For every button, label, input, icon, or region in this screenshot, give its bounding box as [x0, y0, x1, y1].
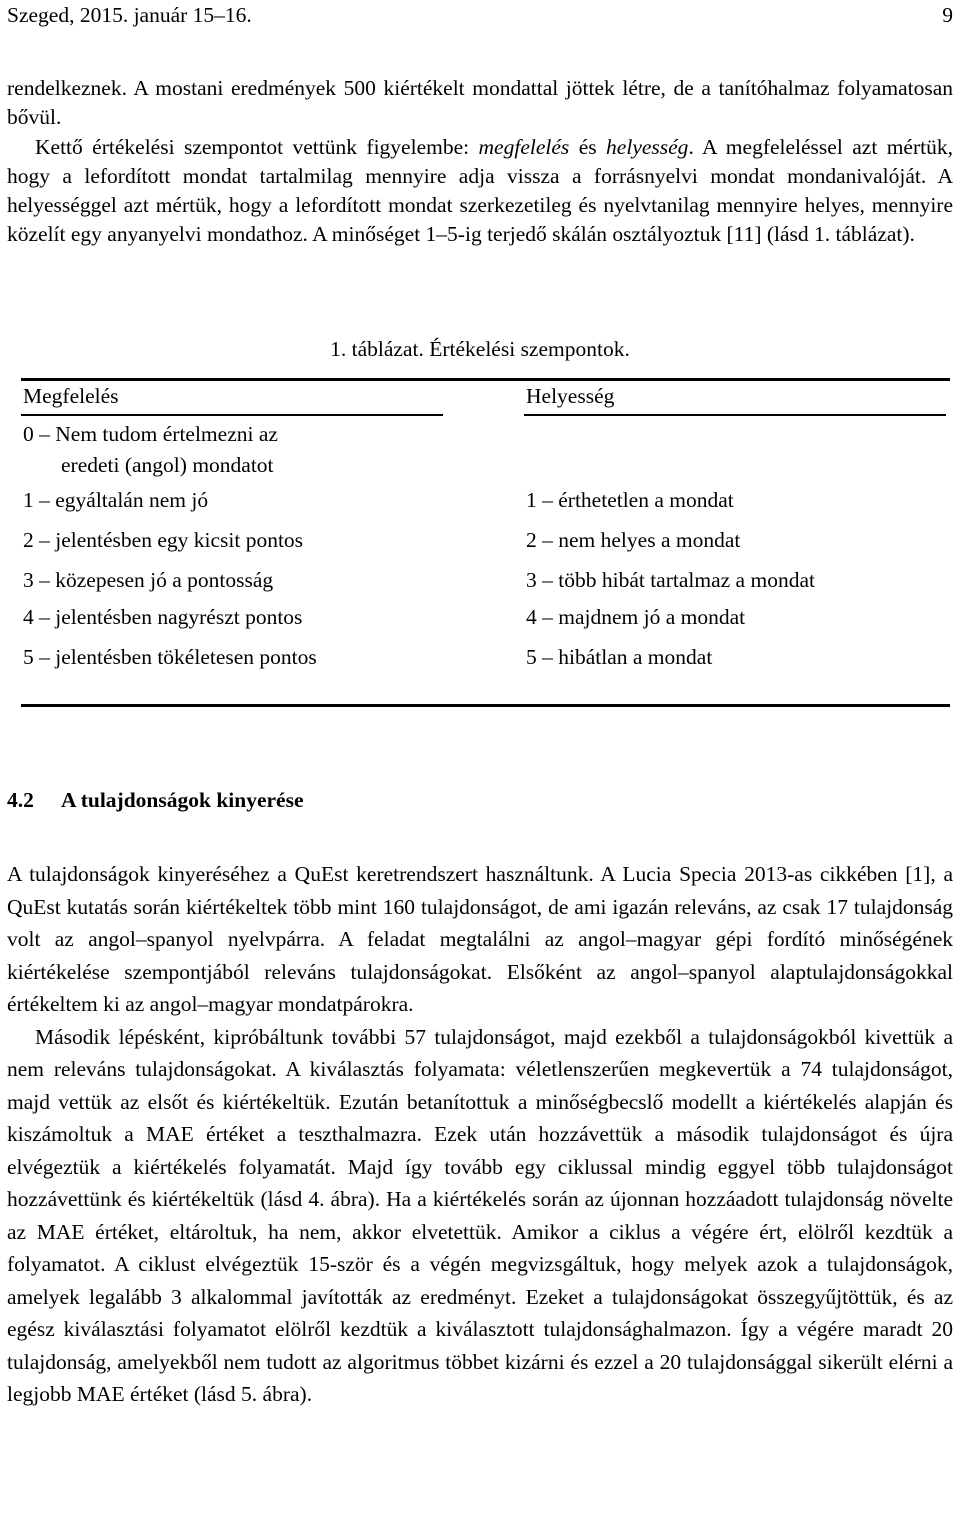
table-cell: eredeti (angol) mondatot	[61, 453, 274, 477]
paragraph: rendelkeznek. A mostani eredmények 500 kiértékelt mondattal jöttek létre, de a tanítóhalmaz folyamatosan bővül.	[7, 76, 953, 130]
text-run: . A megfeleléssel azt mértük, hogy a lefordított mondat tartalmilag mennyire adja vissza a forrásnyelvi mondat mondanivalóját. A helyességgel azt mértük, hogy a lefordított mondat szerkezetileg és nyelvtanilag mennyire helyes, mennyire közelít egy anyanyelvi mondathoz. A minőséget 1–5-ig terjedő skálán osztályoztuk [11] (lásd 1. táblázat).	[7, 134, 953, 247]
paragraph: A tulajdonságok kinyeréséhez a QuEst keretrendszert használtunk. A Lucia Specia 2013-as cikkében [1], a QuEst kutatás során kiértékeltek több mint 160 tulajdonságot, de ami igazán releváns, az csak 17 tulajdonság volt az angol–spanyol nyelvpárra. A feladat megtalálni az angol–magyar gépi fordító minőségének kiértékelése szempontjából releváns tulajdonságokat. Elsőként az angol–spanyol alaptulajdonságokkal értékeltem ki az angol–magyar mondatpárokra.	[7, 862, 953, 1016]
table-cell: 1 – egyáltalán nem jó	[23, 488, 209, 512]
table-cell: 3 – közepesen jó a pontosság	[23, 568, 274, 592]
table-cell: 5 – jelentésben tökéletesen pontos	[23, 645, 317, 669]
header-venue: Szeged, 2015. január 15–16.	[7, 3, 252, 27]
page-number: 9	[942, 3, 953, 27]
term-megfeleles: megfelelés	[478, 134, 570, 159]
table-cell: 4 – majdnem jó a mondat	[526, 605, 746, 629]
table-header-megfeleles: Megfelelés	[23, 384, 119, 408]
paragraph: Második lépésként, kipróbáltunk további 57 tulajdonságot, majd ezekből a tulajdonságokból kivettük a nem releváns tulajdonságokat. A kiválasztás folyamata: véletlenszerűen megkevertük a 74 tulajdonságot, majd vettük az elsőt és kiértékeltük. Ezután betanítottuk a minőségbecslő modellt a kiértékelés alapján és kiszámoltuk a MAE értéket a teszthalmazra. Ezek után hozzávettük a második tulajdonságot és újra elvégeztük a kiértékelés folyamatát. Majd így tovább egy ciklussal mindig eggyel több tulajdonságot hozzávettünk és kiértékeltük (lásd 4. ábra). Ha a kiértékelés során az újonnan hozzáadott tulajdonság növelte az MAE értéket, eltároltuk, ha nem, akkor elvetettük. Amikor a ciklus a végére ért, elölről kezdtük a folyamatot. A ciklust elvégeztük 15-ször és a végén megvizsgáltuk, hogy melyek azok a tulajdonságok, amelyek legalább 3 alkalommal javították az eredményt. Ezeket a tulajdonságokat összegyűjtöttük, és az egész kiválasztási folyamatot elölről kezdtük a kiválasztott tulajdonsághalmazon. Így a végére maradt 20 tulajdonság, amelyekből nem tudott az algoritmus többet kizárni és ezzel a 20 tulajdonsággal sikerült elérni a legjobb MAE értéket (lásd 5. ábra).	[7, 1024, 953, 1406]
table-top-rule	[21, 378, 950, 381]
table-header-rule-right	[524, 414, 946, 416]
term-helyesseg: helyesség	[606, 134, 689, 159]
intro-text	[7, 74, 953, 250]
section-body	[7, 858, 953, 1411]
table-cell: 3 – több hibát tartalmaz a mondat	[526, 568, 815, 592]
table-header-rule-left	[21, 414, 443, 416]
section-number: 4.2	[7, 788, 34, 812]
section-title: A tulajdonságok kinyerése	[61, 788, 304, 812]
table-cell: 5 – hibátlan a mondat	[526, 645, 713, 669]
paragraph	[7, 133, 953, 250]
table-cell: 0 – Nem tudom értelmezni az	[23, 422, 278, 446]
table-bottom-rule	[21, 704, 950, 707]
table-caption: 1. táblázat. Értékelési szempontok.	[330, 337, 630, 361]
table-cell: 4 – jelentésben nagyrészt pontos	[23, 605, 303, 629]
table-cell: 2 – jelentésben egy kicsit pontos	[23, 528, 304, 552]
table-header-helyesseg: Helyesség	[526, 384, 615, 408]
table-cell: 2 – nem helyes a mondat	[526, 528, 741, 552]
section-heading	[7, 788, 304, 813]
table-cell: 1 – érthetetlen a mondat	[526, 488, 734, 512]
text-run: és	[569, 134, 607, 159]
text-run: Kettő értékelési szempontot vettünk figyelembe:	[35, 134, 479, 159]
running-header	[7, 3, 953, 33]
